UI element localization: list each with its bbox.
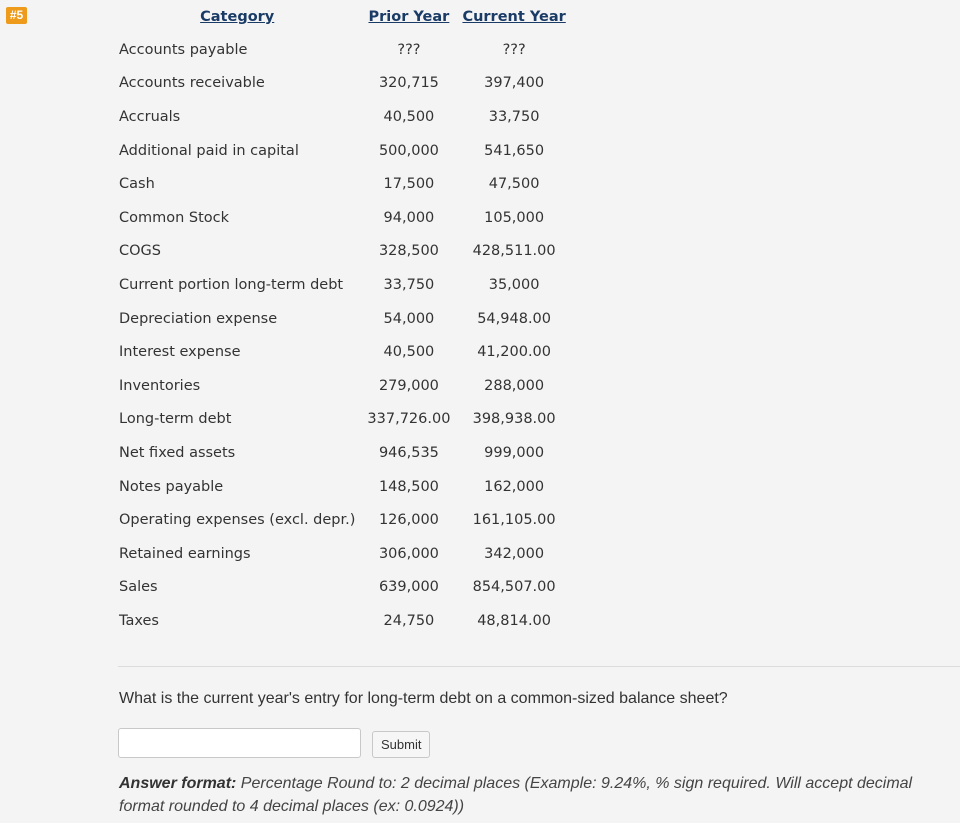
answer-format-note [119,772,954,818]
prior-year-cell: 94,000 [383,209,435,226]
category-cell: Additional paid in capital [119,142,299,159]
answer-input[interactable] [118,728,361,758]
prior-year-cell: 17,500 [383,176,435,193]
current-year-cell: 161,105.00 [472,512,556,529]
current-year-cell: 398,938.00 [472,411,556,428]
prior-year-column-header: Prior Year [368,9,450,25]
category-cell: Sales [119,579,158,596]
table-row [113,436,572,470]
current-year-cell: 288,000 [484,377,545,394]
financial-data-table [113,1,572,638]
prior-year-cell: 320,715 [378,75,439,92]
category-cell: Notes payable [119,478,224,495]
table-header-row [113,1,572,33]
current-year-cell: 33,750 [488,108,540,125]
current-year-cell: 48,814.00 [477,612,551,629]
prior-year-cell: 328,500 [378,243,439,260]
prior-year-cell: 33,750 [383,276,435,293]
table-row [113,268,572,302]
prior-year-cell: 40,500 [383,108,435,125]
category-cell: Taxes [119,612,159,629]
table-row [113,403,572,437]
table-row [113,235,572,269]
category-cell: Operating expenses (excl. depr.) [119,512,356,529]
category-cell: Common Stock [119,209,230,226]
category-cell: Current portion long-term debt [119,276,344,293]
current-year-cell: 541,650 [484,142,545,159]
table-row [113,470,572,504]
current-year-cell: 999,000 [484,444,545,461]
answer-format-label: Answer format: [119,775,237,792]
divider [118,666,960,667]
current-year-cell: 105,000 [484,209,545,226]
table-row [113,201,572,235]
question-text: What is the current year's entry for long-term debt on a common-sized balance sheet? [119,690,728,707]
prior-year-cell: 40,500 [383,344,435,361]
table-row [113,503,572,537]
table-row [113,100,572,134]
prior-year-cell: 306,000 [378,545,439,562]
category-cell: Net fixed assets [119,444,236,461]
prior-year-cell: 279,000 [378,377,439,394]
category-cell: Accruals [119,108,181,125]
category-cell: Long-term debt [119,411,232,428]
submit-button[interactable]: Submit [372,731,430,758]
current-year-cell: 162,000 [484,478,545,495]
category-cell: Cash [119,176,155,193]
category-cell: Interest expense [119,344,241,361]
table-row [113,335,572,369]
table-row [113,571,572,605]
current-year-cell: 35,000 [488,276,540,293]
current-year-cell: 54,948.00 [477,310,551,327]
table-row [113,134,572,168]
table-row [113,537,572,571]
prior-year-cell: 500,000 [378,142,439,159]
table-row [113,302,572,336]
prior-year-cell: ??? [397,41,421,58]
current-year-cell: 41,200.00 [477,344,551,361]
current-year-cell: 397,400 [484,75,545,92]
answer-format-text: Percentage Round to: 2 decimal places (Example: 9.24%, % sign required. Will accept decimal format rounded to 4 decimal places (ex: 0.0924)) [119,775,913,815]
current-year-cell: ??? [502,41,526,58]
category-cell: COGS [119,243,161,260]
category-cell: Retained earnings [119,545,251,562]
current-year-cell: 428,511.00 [472,243,556,260]
table-row [113,33,572,67]
table-row [113,604,572,638]
category-cell: Accounts payable [119,41,248,58]
prior-year-cell: 337,726.00 [367,411,451,428]
category-column-header: Category [200,9,275,25]
prior-year-cell: 24,750 [383,612,435,629]
current-year-cell: 342,000 [484,545,545,562]
table-row [113,67,572,101]
current-year-column-header: Current Year [462,9,566,25]
prior-year-cell: 639,000 [378,579,439,596]
question-number-badge: #5 [6,7,27,24]
current-year-cell: 854,507.00 [472,579,556,596]
prior-year-cell: 148,500 [378,478,439,495]
category-cell: Depreciation expense [119,310,278,327]
prior-year-cell: 946,535 [378,444,439,461]
current-year-cell: 47,500 [488,176,540,193]
category-cell: Inventories [119,377,201,394]
prior-year-cell: 126,000 [378,512,439,529]
table-row [113,167,572,201]
table-row [113,369,572,403]
category-cell: Accounts receivable [119,75,265,92]
prior-year-cell: 54,000 [383,310,435,327]
